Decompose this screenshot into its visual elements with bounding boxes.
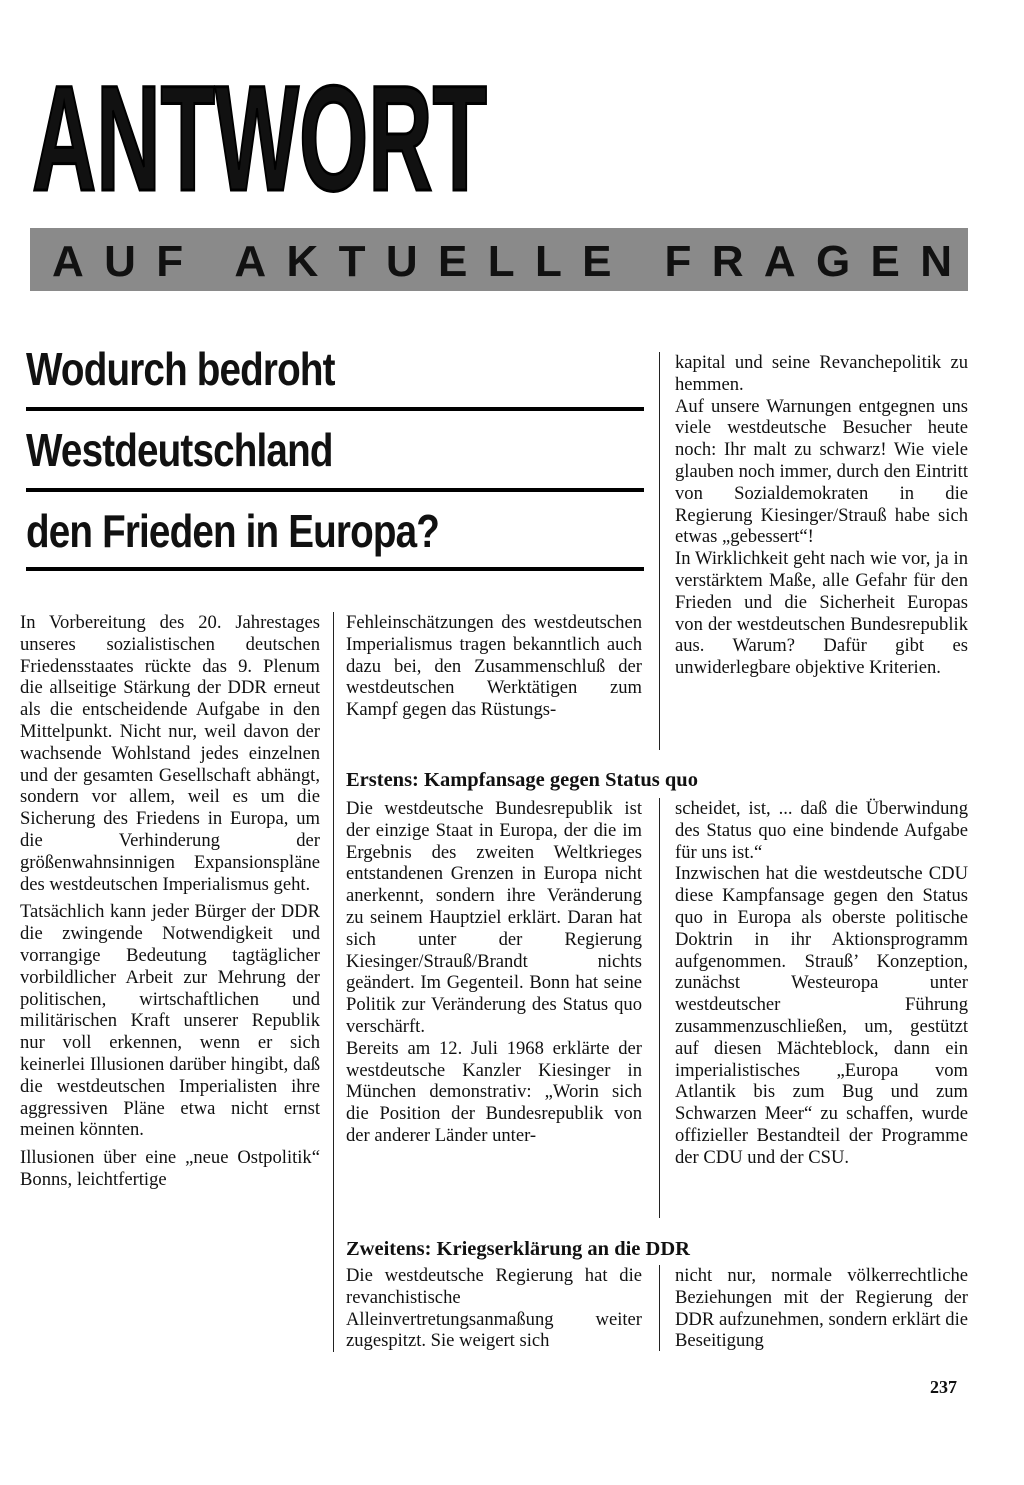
column-divider	[659, 1265, 660, 1351]
paragraph: Die westdeutsche Regierung hat die revanchistische Alleinvertretungsanmaßung weiter zugespitzt. Sie weigert sich	[346, 1265, 642, 1352]
masthead-title-text: ANTWORT	[32, 54, 487, 222]
paragraph: Fehleinschätzungen des westdeutschen Imperialismus tragen bekanntlich auch dazu bei, den Zusammenschluß der westdeutschen Werktätigen zum Kampf gegen das Rüstungs-	[346, 612, 642, 721]
headline-rule-2	[26, 488, 644, 492]
section-1-right	[675, 798, 968, 1169]
paragraph: Tatsächlich kann jeder Bürger der DDR die zwingende Notwendigkeit und vorrangige Bedeutung tagtäglicher vorbildlicher Arbeit zur Mehrung der politischen, wirtschaftlichen und militärischen Kraft unserer Republik nur voll erkennen, wenn er sich keinerlei Illusionen darüber hingibt, daß die westdeutschen Imperialisten ihre aggressiven Pläne etwa nicht ernst meinen könnten.	[20, 901, 320, 1141]
column-divider	[659, 798, 660, 1218]
section-2-left	[346, 1265, 642, 1352]
headline-line-3: den Frieden in Europa?	[26, 505, 440, 557]
paragraph: scheidet, ist, ... daß die Überwindung des Status quo eine bindende Aufgabe für uns ist.“	[675, 798, 968, 863]
column-divider	[333, 612, 334, 1352]
masthead-title	[32, 52, 492, 222]
headline-rule-1	[26, 407, 644, 411]
section-heading: Zweitens: Kriegserklärung an die DDR	[346, 1238, 690, 1260]
headline-line-1: Wodurch bedroht	[26, 343, 335, 395]
paragraph: nicht nur, normale völkerrechtliche Beziehungen mit der Regierung der DDR aufzunehmen, sondern erklärt die Beseitigung	[675, 1265, 968, 1352]
headline-rule-3	[26, 567, 644, 571]
paragraph: In Vorbereitung des 20. Jahrestages unseres sozialistischen deutschen Friedensstaates rückte das 9. Plenum die allseitige Stärkung der DDR erneut als die entscheidende Aufgabe in den Mittelpunkt. Nicht nur, weil davon der wachsende Wohlstand jedes einzelnen und der gesamten Gesellschaft abhängt, sondern vor allem, weil es um die Sicherung des Friedens in Europa, um die Verhinderung der größenwahnsinnigen Expansionspläne des westdeutschen Imperialismus geht.	[20, 612, 320, 895]
masthead-subtitle-text: AUF AKTUELLE FRAGEN	[52, 237, 952, 286]
paragraph: kapital und seine Revanchepolitik zu hemmen.	[675, 352, 968, 395]
section-heading: Erstens: Kampfansage gegen Status quo	[346, 769, 698, 791]
column-2	[346, 612, 642, 721]
section-2-right	[675, 1265, 968, 1352]
masthead-subtitle	[30, 228, 968, 291]
paragraph: Bereits am 12. Juli 1968 erklärte der westdeutsche Kanzler Kiesinger in München demonstrativ: „Worin sich die Position der Bundesrepublik von der anderer Länder unter-	[346, 1037, 642, 1146]
column-3	[675, 352, 968, 679]
section-1-left	[346, 798, 642, 1147]
paragraph: Inzwischen hat die westdeutsche CDU diese Kampfansage gegen den Status quo in Europa als oberste politische Doktrin in ihr Aktionsprogramm aufgenommen. Strauß’ Konzeption, zunächst Westeuropa unter westdeutscher Führung zusammenzuschließen, um, gestützt auf diesen Mächteblock, dann ein imperialistisches „Europa vom Atlantik bis zum Bug und zum Schwarzen Meer“ zu schaffen, wurde offizieller Bestandteil der Programme der CDU und der CSU.	[675, 863, 968, 1168]
page-number: 237	[930, 1377, 957, 1397]
paragraph: Die westdeutsche Bundesrepublik ist der einzige Staat in Europa, der die im Ergebnis des zweiten Weltkrieges entstandenen Grenzen in Europa nicht anerkennt, sondern ihre Veränderung zu seinem Hauptziel erklärt. Daran hat sich unter der Regierung Kiesinger/Strauß/Brandt nichts geändert. Im Gegenteil. Bonn hat seine Politik zur Veränderung des Status quo verschärft.	[346, 798, 642, 1037]
paragraph: Auf unsere Warnungen entgegnen uns viele westdeutsche Besucher heute noch: Ihr malt zu schwarz! Wie viele glauben noch immer, durch den Eintritt von Sozialdemokraten in die Regierung Kiesinger/Strauß habe sich etwas „gebessert“!	[675, 395, 968, 548]
headline-line-2: Westdeutschland	[26, 424, 333, 476]
column-divider	[659, 352, 660, 750]
paragraph: In Wirklichkeit geht nach wie vor, ja in verstärktem Maße, alle Gefahr für den Frieden und die Sicherheit Europas von der westdeutschen Bundesrepublik aus. Warum? Dafür gibt es unwiderlegbare objektive Kriterien.	[675, 548, 968, 679]
paragraph: Illusionen über eine „neue Ostpolitik“ Bonns, leichtfertige	[20, 1147, 320, 1190]
column-1	[20, 612, 320, 1191]
